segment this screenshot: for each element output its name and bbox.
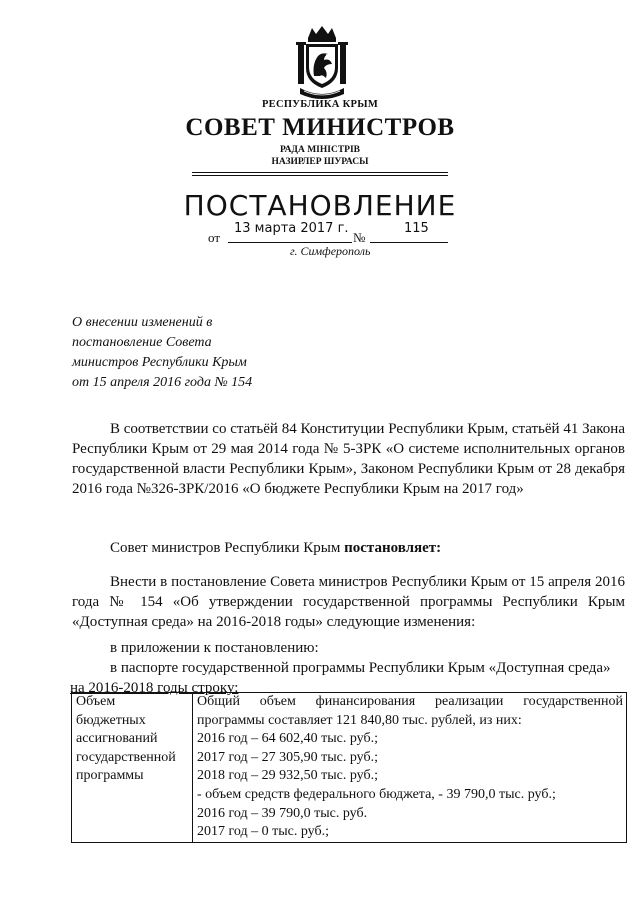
label-line: государственной (76, 749, 176, 765)
resolution-lead: Совет министров Республики Крым (110, 540, 345, 556)
subject-line: от 15 апреля 2016 года № 154 (72, 375, 253, 390)
label-line: программы (76, 768, 144, 784)
content-line: 2017 год – 27 305,90 тыс. руб.; (197, 749, 378, 765)
content-line: - объем средств федерального бюджета, - 39 790,0 тыс. руб.; (197, 786, 556, 802)
amendment-paragraph: Внести в постановление Совета министров Республики Крым от 15 апреля 2016 года № 154 «Об утверждении государственной программы Республики Крым «Доступная среда» на 2016-2018 годы» следующие изменения: (72, 574, 625, 630)
table-label-cell (72, 693, 193, 843)
label-line: ассигнований (76, 731, 158, 747)
annex-paragraph (72, 638, 625, 698)
subject-line: постановление Совета (72, 335, 212, 350)
document-subject (72, 313, 332, 393)
resolution-verb: постановляет: (344, 540, 442, 556)
header-rule (192, 172, 448, 173)
content-line: 2016 год – 39 790,0 тыс. руб. (197, 805, 368, 821)
table-content-cell (193, 693, 627, 843)
date-number-row (208, 221, 448, 246)
subject-line: О внесении изменений в (72, 315, 213, 330)
document-type-title: ПОСТАНОВЛЕНИЕ (183, 189, 457, 222)
document-number: 115 (404, 221, 429, 236)
republic-title: РЕСПУБЛИКА КРЫМ (261, 99, 379, 110)
resolution-paragraph (72, 538, 625, 558)
council-title: СОВЕТ МИНИСТРОВ (185, 114, 455, 141)
label-line: бюджетных (76, 712, 146, 728)
passport-line: в паспорте государственной программы Республики Крым «Доступная среда» (110, 660, 611, 676)
table-row (72, 693, 627, 843)
coat-of-arms-icon (294, 24, 350, 104)
annex-line: в приложении к постановлению: (110, 640, 319, 656)
preamble-paragraph: В соответствии со статьёй 84 Конституции Республики Крым, статьёй 41 Закона Республики Крым от 29 мая 2014 года № 5-ЗРК «О системе исполнительных органов государственной власти Республики Крым», Законом Республики Крым от 28 декабря 2016 года №326-ЗРК/2016 «О бюджете Республики Крым на 2017 год» (72, 421, 625, 497)
date-underline (228, 242, 352, 243)
content-line: 2017 год – 0 тыс. руб.; (197, 824, 329, 840)
label-line: Объем (76, 694, 116, 709)
content-line: программы составляет 121 840,80 тыс. рублей, из них: (197, 712, 522, 728)
content-line: 2016 год – 64 602,40 тыс. руб.; (197, 731, 378, 747)
council-title-crh: НАЗИРЛЕР ШУРАСЫ (271, 157, 369, 167)
passport-line-continued: на 2016-2018 годы строку: (70, 680, 239, 696)
content-line: 2018 год – 29 932,50 тыс. руб.; (197, 768, 378, 784)
date-prefix: от (208, 230, 221, 245)
subject-line: министров Республики Крым (72, 355, 247, 370)
number-prefix: № (353, 230, 366, 245)
header-rule (192, 175, 448, 176)
passport-table (71, 692, 627, 843)
council-title-ua: РАДА МІНІСТРІВ (279, 145, 360, 155)
content-line: Общий объем финансирования реализации государственной (197, 694, 623, 709)
city-name: г. Симферополь (290, 244, 371, 258)
document-date: 13 марта 2017 г. (234, 221, 349, 236)
number-underline (370, 242, 448, 243)
